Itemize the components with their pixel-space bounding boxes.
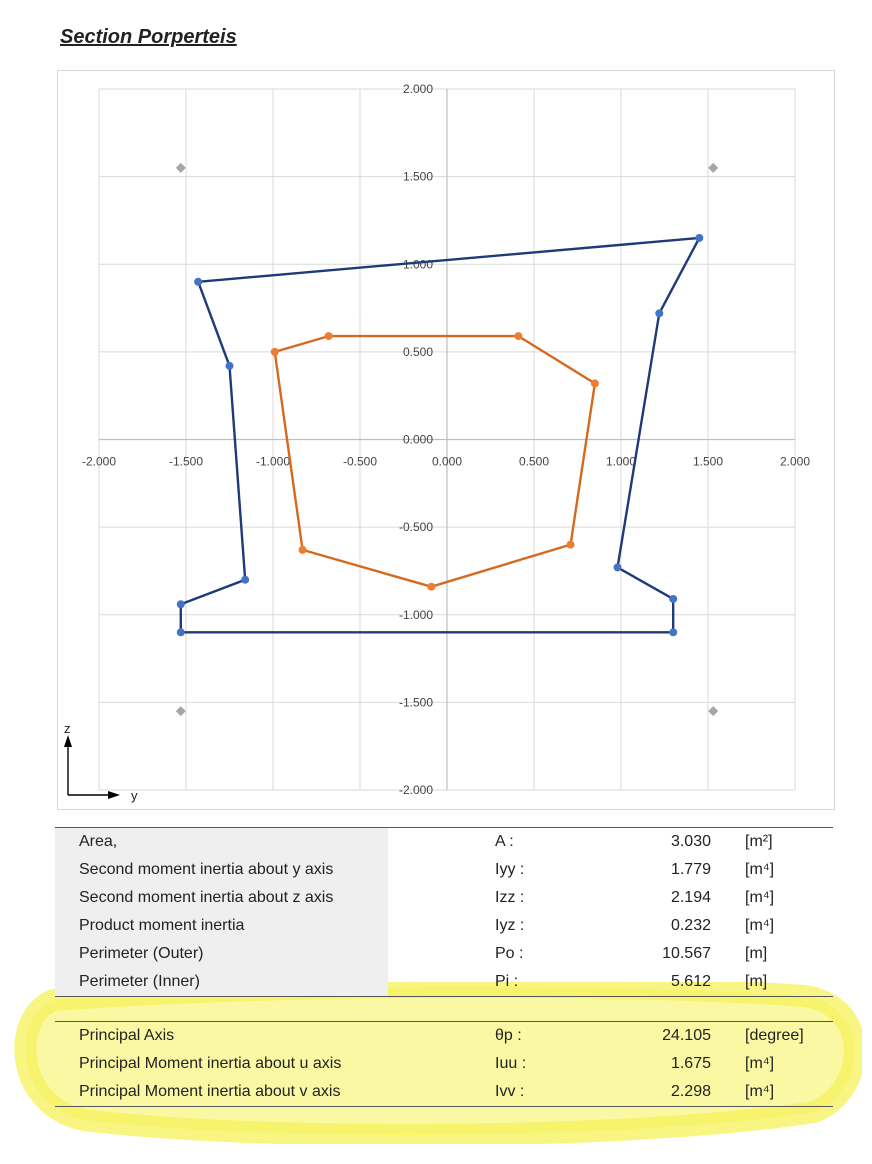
- series-0-point: [669, 628, 677, 636]
- property-symbol: θp :: [495, 1027, 522, 1044]
- property-symbol: Iuu :: [495, 1055, 527, 1072]
- series-1-point: [427, 583, 435, 591]
- x-tick-label: -1.500: [168, 454, 204, 469]
- y-tick-label: 2.000: [402, 82, 433, 96]
- z-axis-indicator-label: z: [64, 721, 71, 736]
- property-label: Principal Moment inertia about u axis: [79, 1055, 342, 1072]
- y-arrow-head: [108, 791, 120, 799]
- x-tick-label: -2.000: [81, 454, 117, 469]
- property-unit: [m]: [745, 973, 768, 990]
- chart-svg: [58, 71, 836, 811]
- property-value: 2.194: [670, 889, 711, 906]
- series-0-point: [177, 600, 185, 608]
- y-tick-label: 0.000: [402, 432, 433, 447]
- series-0-point: [194, 278, 202, 286]
- property-row: [55, 969, 833, 997]
- y-tick-label: -1.000: [398, 607, 433, 622]
- series-0-point: [614, 563, 622, 571]
- property-value: 24.105: [662, 1027, 711, 1044]
- series-2-point: [176, 163, 186, 173]
- property-value: 1.779: [670, 861, 711, 878]
- property-row: [55, 913, 833, 941]
- series-1-point: [591, 379, 599, 387]
- x-tick-label: 2.000: [779, 454, 811, 469]
- series-0-point: [241, 576, 249, 584]
- x-tick-label: -0.500: [342, 454, 378, 469]
- property-symbol: Izz :: [495, 889, 525, 906]
- property-value: 0.232: [670, 917, 711, 934]
- z-arrow-head: [64, 735, 72, 747]
- property-unit: [m⁴]: [745, 861, 775, 878]
- property-symbol: Po :: [495, 945, 524, 962]
- property-label: Second moment inertia about y axis: [79, 861, 334, 878]
- y-tick-label: 1.500: [402, 169, 433, 184]
- property-label: Principal Axis: [79, 1027, 175, 1044]
- y-tick-label: 1.000: [402, 257, 433, 272]
- series-0-point: [177, 628, 185, 636]
- property-label: Product moment inertia: [79, 917, 245, 934]
- property-label: Area,: [79, 833, 118, 850]
- series-1-point: [325, 332, 333, 340]
- property-row: [55, 1079, 833, 1107]
- property-value: 5.612: [670, 973, 711, 990]
- series-0-point: [695, 234, 703, 242]
- series-2-point: [708, 163, 718, 173]
- property-row: [55, 941, 833, 969]
- property-label: Perimeter (Inner): [79, 973, 200, 990]
- section-chart: [57, 70, 835, 810]
- series-2-point: [176, 706, 186, 716]
- series-0-point: [226, 362, 234, 370]
- property-value: 3.030: [670, 833, 711, 850]
- x-tick-label: -1.000: [255, 454, 291, 469]
- y-tick-label: -0.500: [398, 520, 433, 535]
- property-unit: [m⁴]: [745, 1083, 775, 1100]
- property-unit: [m⁴]: [745, 889, 775, 906]
- property-value: 1.675: [670, 1055, 711, 1072]
- property-label: Second moment inertia about z axis: [79, 889, 334, 906]
- series-0-point: [655, 309, 663, 317]
- y-tick-label: -1.500: [398, 695, 433, 710]
- series-1-point: [271, 348, 279, 356]
- property-row: [55, 829, 833, 857]
- property-symbol: Iyz :: [495, 917, 525, 934]
- property-symbol: Iyy :: [495, 861, 525, 878]
- y-axis-indicator-label: y: [131, 788, 138, 803]
- property-symbol: Pi :: [495, 973, 519, 990]
- property-row: [55, 1023, 833, 1051]
- property-symbol: Ivv :: [495, 1083, 525, 1100]
- x-tick-label: 1.500: [692, 454, 724, 469]
- property-symbol: A :: [495, 833, 514, 850]
- y-tick-label: -2.000: [398, 783, 433, 797]
- series-0-point: [669, 595, 677, 603]
- series-1-point: [567, 541, 575, 549]
- property-label: Principal Moment inertia about v axis: [79, 1083, 341, 1100]
- x-tick-label: 0.000: [431, 454, 463, 469]
- property-row: [55, 857, 833, 885]
- x-tick-label: 1.000: [605, 454, 637, 469]
- series-2-point: [708, 706, 718, 716]
- page-title: Section Porperteis: [60, 26, 237, 48]
- x-tick-label: 0.500: [518, 454, 550, 469]
- property-unit: [degree]: [745, 1027, 804, 1044]
- property-row: [55, 1051, 833, 1079]
- y-tick-label: 0.500: [402, 344, 433, 359]
- property-unit: [m⁴]: [745, 1055, 775, 1072]
- series-1-point: [514, 332, 522, 340]
- property-value: 2.298: [670, 1083, 711, 1100]
- series-0-outline: [181, 238, 700, 632]
- property-label: Perimeter (Outer): [79, 945, 204, 962]
- series-1-point: [299, 546, 307, 554]
- property-unit: [m²]: [745, 833, 773, 850]
- property-value: 10.567: [662, 945, 711, 962]
- property-row: [55, 885, 833, 913]
- property-unit: [m⁴]: [745, 917, 775, 934]
- property-unit: [m]: [745, 945, 768, 962]
